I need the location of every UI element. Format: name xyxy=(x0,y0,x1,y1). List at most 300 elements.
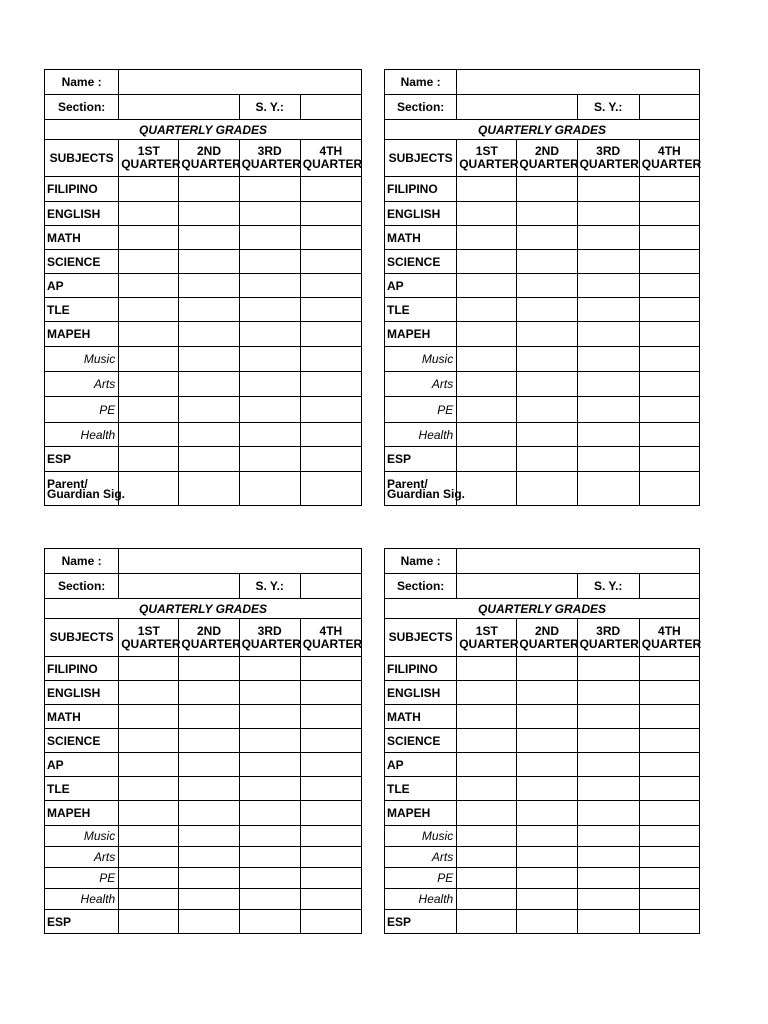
subject-name: MATH xyxy=(47,230,81,245)
grade-cell-q3[interactable] xyxy=(239,777,300,801)
grade-cell-q2[interactable] xyxy=(179,868,239,889)
grade-cell-q2[interactable] xyxy=(179,889,239,910)
grade-cell-q1[interactable] xyxy=(119,423,179,447)
grade-cell-q2[interactable] xyxy=(517,868,577,889)
quarter-4-header xyxy=(639,619,702,657)
quarter-2-word: QUARTER xyxy=(519,157,579,171)
quarter-3-word: QUARTER xyxy=(579,636,639,651)
grade-cell-q2[interactable] xyxy=(179,274,239,298)
quarterly-grades-title xyxy=(45,599,362,619)
grade-cell-q1[interactable] xyxy=(457,777,517,801)
grade-cell-q1[interactable] xyxy=(119,177,179,202)
grade-cell-q2[interactable] xyxy=(517,250,577,274)
grade-cell-q3[interactable] xyxy=(239,447,300,472)
quarterly-grades-text: QUARTERLY GRADES xyxy=(138,601,267,616)
grade-cell-q1[interactable] xyxy=(457,472,517,506)
grade-cell-q4[interactable] xyxy=(639,753,699,777)
grade-cell-q4[interactable] xyxy=(300,447,361,472)
subject-label xyxy=(45,847,119,868)
grade-cell-q3[interactable] xyxy=(577,847,639,868)
grade-cell-q1[interactable] xyxy=(119,202,179,226)
grade-cell-q2[interactable] xyxy=(179,298,239,322)
grade-cell-q1[interactable] xyxy=(119,868,179,889)
grade-cell-q1[interactable] xyxy=(457,177,517,202)
subject-name: SCIENCE xyxy=(47,733,101,748)
parent-sig-line-1: Parent/ xyxy=(47,476,88,491)
grade-cell-q4[interactable] xyxy=(639,681,699,705)
grade-cell-q1[interactable] xyxy=(457,801,517,826)
grade-cell-q4[interactable] xyxy=(639,226,699,250)
grade-cell-q1[interactable] xyxy=(457,705,517,729)
grade-cell-q2[interactable] xyxy=(179,753,239,777)
grade-cell-q2[interactable] xyxy=(179,910,239,934)
grade-cell-q3[interactable] xyxy=(577,472,639,506)
grade-cell-q3[interactable] xyxy=(239,347,300,372)
grade-cell-q3[interactable] xyxy=(577,372,639,397)
subjects-header xyxy=(385,619,457,657)
sy-field[interactable] xyxy=(300,574,361,599)
grade-cell-q1[interactable] xyxy=(457,250,517,274)
grade-cell-q3[interactable] xyxy=(239,397,300,423)
grade-cell-q3[interactable] xyxy=(577,910,639,934)
grade-cell-q1[interactable] xyxy=(119,372,179,397)
grade-cell-q2[interactable] xyxy=(179,250,239,274)
grade-cell-q1[interactable] xyxy=(457,889,517,910)
grade-cell-q4[interactable] xyxy=(300,226,361,250)
grade-cell-q1[interactable] xyxy=(457,868,517,889)
grade-cell-q1[interactable] xyxy=(119,322,179,347)
grade-cell-q2[interactable] xyxy=(517,777,577,801)
grade-cell-q4[interactable] xyxy=(300,681,361,705)
grade-cell-q4[interactable] xyxy=(639,177,699,202)
grade-cell-q2[interactable] xyxy=(179,681,239,705)
grade-cell-q3[interactable] xyxy=(577,681,639,705)
grade-cell-q3[interactable] xyxy=(577,729,639,753)
grade-cell-q1[interactable] xyxy=(119,801,179,826)
quarter-3-header xyxy=(577,619,639,657)
subject-name: ENGLISH xyxy=(387,206,441,221)
grade-cell-q3[interactable] xyxy=(577,202,639,226)
grades-table xyxy=(384,69,700,506)
grade-cell-q2[interactable] xyxy=(179,777,239,801)
grade-cell-q1[interactable] xyxy=(119,397,179,423)
grade-cell-q3[interactable] xyxy=(239,910,300,934)
grade-cell-q2[interactable] xyxy=(517,753,577,777)
grade-cell-q1[interactable] xyxy=(457,447,517,472)
grade-cell-q3[interactable] xyxy=(239,322,300,347)
grade-cell-q4[interactable] xyxy=(300,705,361,729)
grade-cell-q4[interactable] xyxy=(300,423,361,447)
grade-cell-q1[interactable] xyxy=(119,298,179,322)
grade-cell-q3[interactable] xyxy=(239,801,300,826)
subjects-header-text: SUBJECTS xyxy=(388,150,453,165)
subject-name: Health xyxy=(418,892,454,906)
subject-label xyxy=(45,826,119,847)
subject-name: ENGLISH xyxy=(47,206,101,221)
subject-label xyxy=(385,889,457,910)
grade-cell-q1[interactable] xyxy=(457,826,517,847)
grade-cell-q4[interactable] xyxy=(639,868,699,889)
quarter-2-header xyxy=(517,140,577,177)
subject-row xyxy=(45,274,362,298)
grade-cell-q3[interactable] xyxy=(577,801,639,826)
subject-name: Arts xyxy=(431,377,454,391)
quarter-3-header xyxy=(239,140,300,177)
grade-cell-q3[interactable] xyxy=(239,226,300,250)
grade-cell-q4[interactable] xyxy=(300,729,361,753)
grade-cell-q3[interactable] xyxy=(239,250,300,274)
grade-cell-q2[interactable] xyxy=(179,177,239,202)
grade-cell-q4[interactable] xyxy=(639,347,699,372)
subject-name: MATH xyxy=(387,709,421,724)
section-row xyxy=(385,95,700,120)
grade-cell-q4[interactable] xyxy=(300,472,361,506)
grade-cell-q4[interactable] xyxy=(300,274,361,298)
grade-cell-q1[interactable] xyxy=(119,826,179,847)
subject-label xyxy=(385,372,457,397)
subject-name: Arts xyxy=(93,377,116,391)
grade-cell-q1[interactable] xyxy=(119,657,179,681)
grade-cell-q1[interactable] xyxy=(457,298,517,322)
grade-cell-q4[interactable] xyxy=(639,397,699,423)
grade-cell-q1[interactable] xyxy=(119,729,179,753)
quarter-2-word: QUARTER xyxy=(519,636,579,651)
grade-cell-q2[interactable] xyxy=(179,847,239,868)
grade-cell-q3[interactable] xyxy=(577,177,639,202)
subject-name: Music xyxy=(83,829,116,843)
subject-name: TLE xyxy=(387,302,410,317)
grade-cell-q4[interactable] xyxy=(639,847,699,868)
grade-cell-q2[interactable] xyxy=(517,729,577,753)
section-field[interactable] xyxy=(119,95,239,120)
subject-row xyxy=(45,397,362,423)
grade-cell-q4[interactable] xyxy=(639,372,699,397)
quarter-1-ordinal: 1ST xyxy=(475,623,498,638)
grade-cell-q4[interactable] xyxy=(300,753,361,777)
grade-cell-q2[interactable] xyxy=(517,889,577,910)
grade-cell-q4[interactable] xyxy=(300,777,361,801)
grade-cell-q1[interactable] xyxy=(119,447,179,472)
grade-cell-q2[interactable] xyxy=(517,801,577,826)
grade-cell-q4[interactable] xyxy=(300,847,361,868)
grade-cell-q4[interactable] xyxy=(300,657,361,681)
grade-cell-q4[interactable] xyxy=(639,472,699,506)
grade-cell-q4[interactable] xyxy=(300,801,361,826)
subject-label xyxy=(45,372,119,397)
subject-row xyxy=(385,322,700,347)
grade-cell-q1[interactable] xyxy=(119,705,179,729)
subject-row xyxy=(45,657,362,681)
grade-card-1 xyxy=(44,69,362,506)
grade-cell-q4[interactable] xyxy=(300,910,361,934)
grade-cell-q2[interactable] xyxy=(517,202,577,226)
section-field[interactable] xyxy=(457,95,577,120)
grade-cell-q2[interactable] xyxy=(179,397,239,423)
grade-cell-q3[interactable] xyxy=(239,657,300,681)
grade-cell-q2[interactable] xyxy=(517,372,577,397)
name-label xyxy=(45,549,119,574)
quarter-2-ordinal: 2ND xyxy=(534,623,559,638)
grade-cell-q3[interactable] xyxy=(577,250,639,274)
grade-cell-q2[interactable] xyxy=(517,681,577,705)
subject-row xyxy=(385,753,700,777)
subject-name: ESP xyxy=(47,914,72,929)
grade-cell-q4[interactable] xyxy=(639,705,699,729)
section-field[interactable] xyxy=(457,574,577,599)
grade-cell-q3[interactable] xyxy=(577,889,639,910)
subject-label xyxy=(385,322,457,347)
grade-cell-q2[interactable] xyxy=(179,472,239,506)
grade-cell-q3[interactable] xyxy=(239,681,300,705)
grade-cell-q4[interactable] xyxy=(639,777,699,801)
grade-cell-q2[interactable] xyxy=(517,298,577,322)
grade-cell-q1[interactable] xyxy=(119,226,179,250)
grade-cell-q3[interactable] xyxy=(577,397,639,423)
subject-name: Health xyxy=(80,427,116,442)
grade-cell-q1[interactable] xyxy=(457,423,517,447)
grade-cell-q1[interactable] xyxy=(119,753,179,777)
sy-label xyxy=(239,95,300,120)
grade-cell-q3[interactable] xyxy=(239,472,300,506)
grade-cell-q1[interactable] xyxy=(457,274,517,298)
subject-label xyxy=(45,705,119,729)
subject-name: AP xyxy=(47,278,64,293)
subject-name: MAPEH xyxy=(47,327,91,341)
grade-cell-q1[interactable] xyxy=(119,274,179,298)
subject-name: PE xyxy=(99,402,116,417)
grade-cell-q2[interactable] xyxy=(179,447,239,472)
quarter-2-ordinal: 2ND xyxy=(196,144,221,158)
grade-cell-q2[interactable] xyxy=(517,847,577,868)
grade-cell-q2[interactable] xyxy=(517,177,577,202)
subject-name: Arts xyxy=(93,850,116,864)
grade-cell-q4[interactable] xyxy=(300,372,361,397)
grade-cell-q4[interactable] xyxy=(639,729,699,753)
grade-cell-q3[interactable] xyxy=(239,705,300,729)
grade-cell-q2[interactable] xyxy=(517,657,577,681)
grade-cell-q3[interactable] xyxy=(239,753,300,777)
sy-field[interactable] xyxy=(639,95,699,120)
subject-label xyxy=(385,202,457,226)
grade-cell-q3[interactable] xyxy=(239,202,300,226)
subject-label xyxy=(385,729,457,753)
grade-cell-q4[interactable] xyxy=(639,250,699,274)
grade-cell-q3[interactable] xyxy=(577,347,639,372)
grade-cell-q3[interactable] xyxy=(239,298,300,322)
grade-cell-q1[interactable] xyxy=(457,322,517,347)
grade-cell-q2[interactable] xyxy=(179,322,239,347)
grade-card-2 xyxy=(384,69,700,506)
subjects-header-text: SUBJECTS xyxy=(49,630,114,644)
name-label-text: Name : xyxy=(61,75,102,89)
grade-cell-q1[interactable] xyxy=(119,889,179,910)
quarter-1-ordinal: 1ST xyxy=(137,144,160,158)
subject-row xyxy=(385,372,700,397)
grade-cell-q2[interactable] xyxy=(517,423,577,447)
grade-cell-q3[interactable] xyxy=(577,447,639,472)
grade-cell-q4[interactable] xyxy=(639,298,699,322)
grade-cell-q4[interactable] xyxy=(300,322,361,347)
subject-label xyxy=(45,753,119,777)
name-field[interactable] xyxy=(457,70,700,95)
grade-cell-q3[interactable] xyxy=(577,826,639,847)
subject-row xyxy=(45,347,362,372)
grade-cell-q4[interactable] xyxy=(639,889,699,910)
grade-cell-q4[interactable] xyxy=(639,274,699,298)
subject-label xyxy=(45,397,119,423)
grade-cell-q4[interactable] xyxy=(300,397,361,423)
grade-cell-q4[interactable] xyxy=(639,423,699,447)
grade-cell-q2[interactable] xyxy=(179,372,239,397)
grade-cell-q2[interactable] xyxy=(179,705,239,729)
grade-cell-q2[interactable] xyxy=(179,657,239,681)
grade-cell-q4[interactable] xyxy=(300,250,361,274)
quarter-4-ordinal: 4TH xyxy=(319,623,343,638)
subject-label xyxy=(385,177,457,202)
grade-cell-q2[interactable] xyxy=(517,274,577,298)
subject-name: ESP xyxy=(387,452,412,466)
grade-cell-q2[interactable] xyxy=(517,910,577,934)
quarter-4-word: QUARTER xyxy=(302,157,363,171)
grade-cell-q3[interactable] xyxy=(577,777,639,801)
grade-cell-q1[interactable] xyxy=(457,202,517,226)
subject-label xyxy=(385,753,457,777)
grade-cell-q3[interactable] xyxy=(577,705,639,729)
grade-cell-q4[interactable] xyxy=(639,202,699,226)
grade-cell-q1[interactable] xyxy=(119,472,179,506)
grade-cell-q3[interactable] xyxy=(239,423,300,447)
grade-cell-q4[interactable] xyxy=(300,202,361,226)
grade-cell-q2[interactable] xyxy=(517,226,577,250)
grade-cell-q4[interactable] xyxy=(639,826,699,847)
sy-label xyxy=(239,574,300,599)
grade-cell-q4[interactable] xyxy=(300,177,361,202)
grade-cell-q3[interactable] xyxy=(577,274,639,298)
subject-row xyxy=(45,202,362,226)
quarter-2-ordinal: 2ND xyxy=(534,144,559,158)
quarter-4-word: QUARTER xyxy=(302,636,363,651)
grade-cell-q3[interactable] xyxy=(239,274,300,298)
grade-cell-q1[interactable] xyxy=(119,910,179,934)
quarterly-grades-row xyxy=(385,599,700,619)
subject-name: PE xyxy=(437,402,454,417)
grade-cell-q3[interactable] xyxy=(577,298,639,322)
grade-cell-q4[interactable] xyxy=(639,322,699,347)
grade-cell-q4[interactable] xyxy=(300,298,361,322)
grade-cell-q1[interactable] xyxy=(457,729,517,753)
grade-cell-q3[interactable] xyxy=(577,322,639,347)
grade-cell-q3[interactable] xyxy=(239,826,300,847)
grade-cell-q3[interactable] xyxy=(577,226,639,250)
grade-cell-q1[interactable] xyxy=(457,847,517,868)
grade-cell-q1[interactable] xyxy=(457,910,517,934)
grade-cell-q1[interactable] xyxy=(457,397,517,423)
grade-cell-q4[interactable] xyxy=(639,447,699,472)
subject-label xyxy=(45,226,119,250)
grade-cell-q3[interactable] xyxy=(239,372,300,397)
sy-field[interactable] xyxy=(639,574,699,599)
section-field[interactable] xyxy=(119,574,239,599)
grade-cell-q2[interactable] xyxy=(179,202,239,226)
parent-sig-line-2: Guardian Sig. xyxy=(387,486,466,501)
sy-field[interactable] xyxy=(300,95,361,120)
grade-cell-q1[interactable] xyxy=(119,250,179,274)
grade-cell-q4[interactable] xyxy=(300,826,361,847)
grade-cell-q4[interactable] xyxy=(300,868,361,889)
quarter-4-word: QUARTER xyxy=(641,157,702,171)
name-field[interactable] xyxy=(119,549,362,574)
subject-name: PE xyxy=(437,871,454,885)
subject-row xyxy=(385,177,700,202)
subject-label xyxy=(385,472,466,506)
name-field[interactable] xyxy=(457,549,700,574)
grade-cell-q2[interactable] xyxy=(517,347,577,372)
subject-name: Music xyxy=(83,352,116,366)
grade-cell-q3[interactable] xyxy=(577,423,639,447)
grade-cell-q3[interactable] xyxy=(577,657,639,681)
grade-cell-q2[interactable] xyxy=(179,347,239,372)
grade-cell-q3[interactable] xyxy=(239,868,300,889)
grade-cell-q2[interactable] xyxy=(517,705,577,729)
grade-cell-q2[interactable] xyxy=(179,729,239,753)
grade-cell-q3[interactable] xyxy=(239,177,300,202)
grade-cell-q3[interactable] xyxy=(577,753,639,777)
grade-cell-q1[interactable] xyxy=(457,657,517,681)
quarterly-grades-row xyxy=(45,599,362,619)
grade-cell-q1[interactable] xyxy=(457,681,517,705)
grade-cell-q2[interactable] xyxy=(517,472,577,506)
grade-cell-q4[interactable] xyxy=(300,347,361,372)
subject-name: PE xyxy=(99,871,116,885)
name-field[interactable] xyxy=(119,70,362,95)
section-row xyxy=(45,95,362,120)
grade-cell-q1[interactable] xyxy=(119,847,179,868)
grade-cell-q4[interactable] xyxy=(639,657,699,681)
grade-cell-q3[interactable] xyxy=(239,889,300,910)
grade-cell-q1[interactable] xyxy=(457,347,517,372)
grade-cell-q1[interactable] xyxy=(457,372,517,397)
grade-cell-q3[interactable] xyxy=(239,729,300,753)
grade-cell-q3[interactable] xyxy=(577,868,639,889)
quarter-1-ordinal: 1ST xyxy=(475,144,498,158)
grade-cell-q2[interactable] xyxy=(517,322,577,347)
subject-label xyxy=(385,681,457,705)
grade-cell-q2[interactable] xyxy=(179,801,239,826)
grade-cell-q2[interactable] xyxy=(179,826,239,847)
section-label-text: Section: xyxy=(396,579,445,593)
grade-cell-q2[interactable] xyxy=(517,826,577,847)
quarter-2-header xyxy=(179,619,239,657)
name-label-text: Name : xyxy=(61,554,102,568)
grade-cell-q2[interactable] xyxy=(517,447,577,472)
grade-cell-q2[interactable] xyxy=(179,226,239,250)
grade-cell-q4[interactable] xyxy=(300,889,361,910)
quarter-1-ordinal: 1ST xyxy=(137,623,160,638)
grade-cell-q1[interactable] xyxy=(119,777,179,801)
grade-cell-q3[interactable] xyxy=(239,847,300,868)
grade-cell-q1[interactable] xyxy=(119,347,179,372)
grade-cell-q4[interactable] xyxy=(639,910,699,934)
column-header-row xyxy=(385,619,700,657)
grade-cell-q1[interactable] xyxy=(457,226,517,250)
grades-table xyxy=(44,69,362,506)
grade-cell-q1[interactable] xyxy=(119,681,179,705)
grade-cell-q4[interactable] xyxy=(639,801,699,826)
grade-cell-q2[interactable] xyxy=(517,397,577,423)
quarterly-grades-row xyxy=(45,120,362,140)
grade-cell-q1[interactable] xyxy=(457,753,517,777)
grade-cell-q2[interactable] xyxy=(179,423,239,447)
